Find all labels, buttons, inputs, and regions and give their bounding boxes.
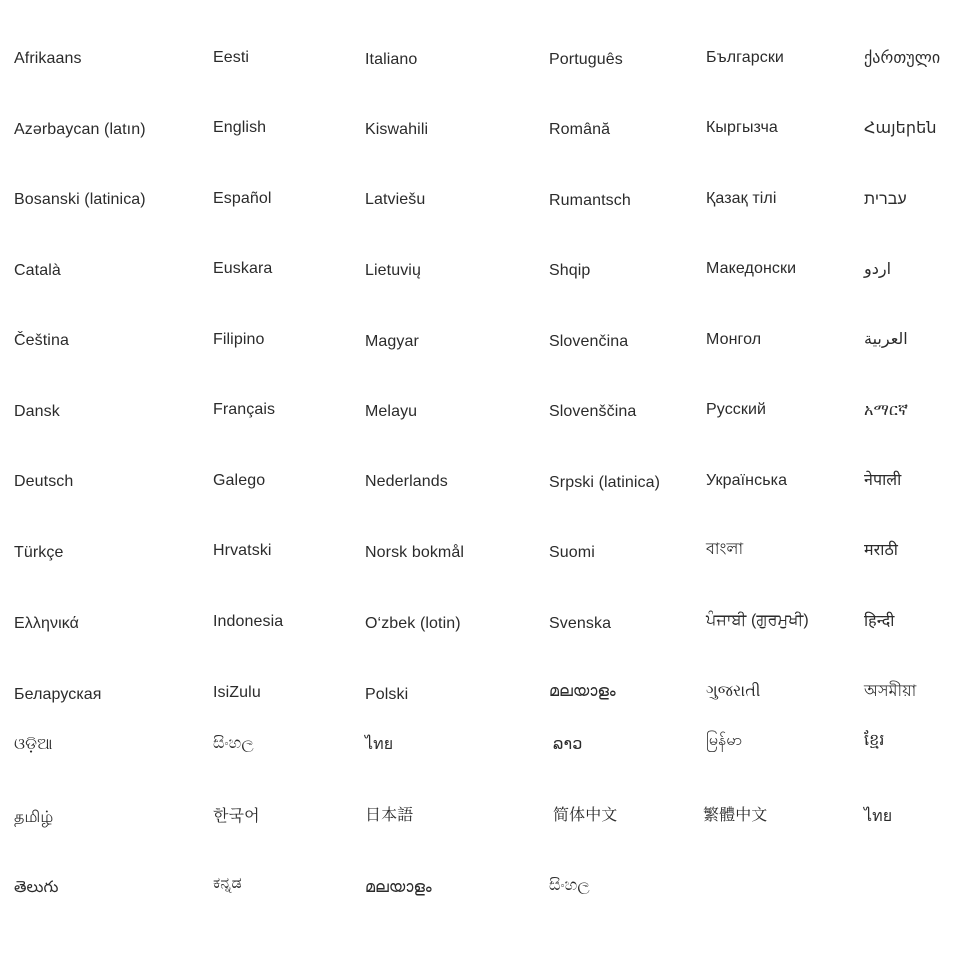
language-option[interactable]: Français	[213, 401, 276, 418]
language-option[interactable]: Slovenščina	[549, 403, 637, 420]
language-option[interactable]: 日本語	[365, 807, 414, 824]
language-option[interactable]: Русский	[706, 401, 767, 418]
language-option[interactable]: Қазақ тілі	[706, 190, 777, 207]
language-option[interactable]: Melayu	[365, 403, 418, 420]
language-option[interactable]: Nederlands	[365, 473, 448, 490]
language-option[interactable]: עברית	[864, 191, 907, 208]
language-option[interactable]: Azərbaycan (latın)	[14, 121, 146, 138]
language-option[interactable]: Eesti	[213, 49, 250, 66]
language-option[interactable]: Монгол	[706, 331, 762, 348]
language-option[interactable]: Lietuvių	[365, 262, 421, 279]
language-option[interactable]: Shqip	[549, 262, 591, 279]
language-option[interactable]: IsiZulu	[213, 684, 261, 701]
language-option[interactable]: नेपाली	[864, 472, 902, 489]
language-option[interactable]: ಕನ್ನಡ	[213, 875, 242, 892]
language-option[interactable]: தமிழ்	[14, 809, 54, 826]
language-option[interactable]: ਪੰਜਾਬੀ (ਗੁਰਮੁਖੀ)	[706, 612, 809, 629]
language-option[interactable]: Magyar	[365, 333, 419, 350]
language-option[interactable]: O‘zbek (lotin)	[365, 615, 461, 632]
language-option[interactable]: ქართული	[864, 50, 941, 67]
language-option[interactable]: Hrvatski	[213, 542, 272, 559]
language-option[interactable]: ไทย	[864, 808, 893, 825]
language-option[interactable]: Deutsch	[14, 473, 74, 490]
language-option[interactable]: 繁體中文	[703, 807, 768, 824]
language-option[interactable]: Українська	[706, 472, 788, 489]
language-option[interactable]: Rumantsch	[549, 192, 631, 209]
language-option[interactable]: മലയാളം	[549, 683, 616, 700]
language-option[interactable]: Հայերեն	[864, 120, 937, 137]
language-option[interactable]: Italiano	[365, 51, 418, 68]
language-option[interactable]: Català	[14, 262, 61, 279]
language-option[interactable]: አማርኛ	[864, 402, 909, 419]
language-option[interactable]: Svenska	[549, 615, 612, 632]
language-option[interactable]: বাংলা	[706, 541, 744, 558]
language-option[interactable]: Slovenčina	[549, 333, 629, 350]
language-option[interactable]: हिन्दी	[864, 613, 895, 630]
language-option[interactable]: Euskara	[213, 260, 273, 277]
language-option[interactable]: Беларуская	[14, 686, 102, 703]
language-option[interactable]: ລາວ	[553, 736, 583, 753]
language-option[interactable]: Afrikaans	[14, 50, 82, 67]
language-option[interactable]: অসমীয়া	[864, 683, 917, 700]
language-option[interactable]: Türkçe	[14, 544, 64, 561]
language-option[interactable]: Română	[549, 121, 611, 138]
language-option[interactable]: Galego	[213, 472, 266, 489]
language-option[interactable]: Español	[213, 190, 272, 207]
language-option[interactable]: ગુજરાતી	[706, 683, 761, 700]
language-option[interactable]: Srpski (latinica)	[549, 474, 661, 491]
language-option[interactable]: Ελληνικά	[14, 615, 79, 632]
language-option[interactable]: తెలుగు	[14, 879, 59, 896]
language-option[interactable]: සිංහල	[549, 877, 590, 894]
language-option[interactable]: 한국어	[213, 808, 260, 825]
language-option[interactable]: Latviešu	[365, 191, 426, 208]
language-option[interactable]: Suomi	[549, 544, 595, 561]
language-option[interactable]: اردو	[864, 261, 892, 278]
language-option[interactable]: မြန်မာ	[706, 732, 743, 749]
language-option[interactable]: 简体中文	[553, 807, 618, 824]
language-option[interactable]: සිංහල	[213, 735, 254, 752]
language-option[interactable]: ไทย	[365, 736, 394, 753]
language-option[interactable]: Български	[706, 49, 784, 66]
language-option[interactable]: Čeština	[14, 332, 69, 349]
language-option[interactable]: العربية	[864, 331, 908, 348]
language-option[interactable]: മലയാളം	[365, 879, 432, 896]
language-option[interactable]: ଓଡ଼ିଆ	[14, 736, 53, 753]
language-option[interactable]: Polski	[365, 686, 409, 703]
language-option[interactable]: Кыргызча	[706, 119, 778, 136]
language-option[interactable]: Norsk bokmål	[365, 544, 465, 561]
language-option[interactable]: Português	[549, 51, 623, 68]
language-option[interactable]: Kiswahili	[365, 121, 429, 138]
language-option[interactable]: Dansk	[14, 403, 60, 420]
language-option[interactable]: Indonesia	[213, 613, 284, 630]
language-option[interactable]: ខ្មែរ	[864, 732, 885, 749]
language-option[interactable]: Македонски	[706, 260, 797, 277]
language-option[interactable]: Bosanski (latinica)	[14, 191, 146, 208]
language-option[interactable]: Filipino	[213, 331, 265, 348]
language-option[interactable]: मराठी	[864, 542, 898, 559]
language-option[interactable]: English	[213, 119, 267, 136]
